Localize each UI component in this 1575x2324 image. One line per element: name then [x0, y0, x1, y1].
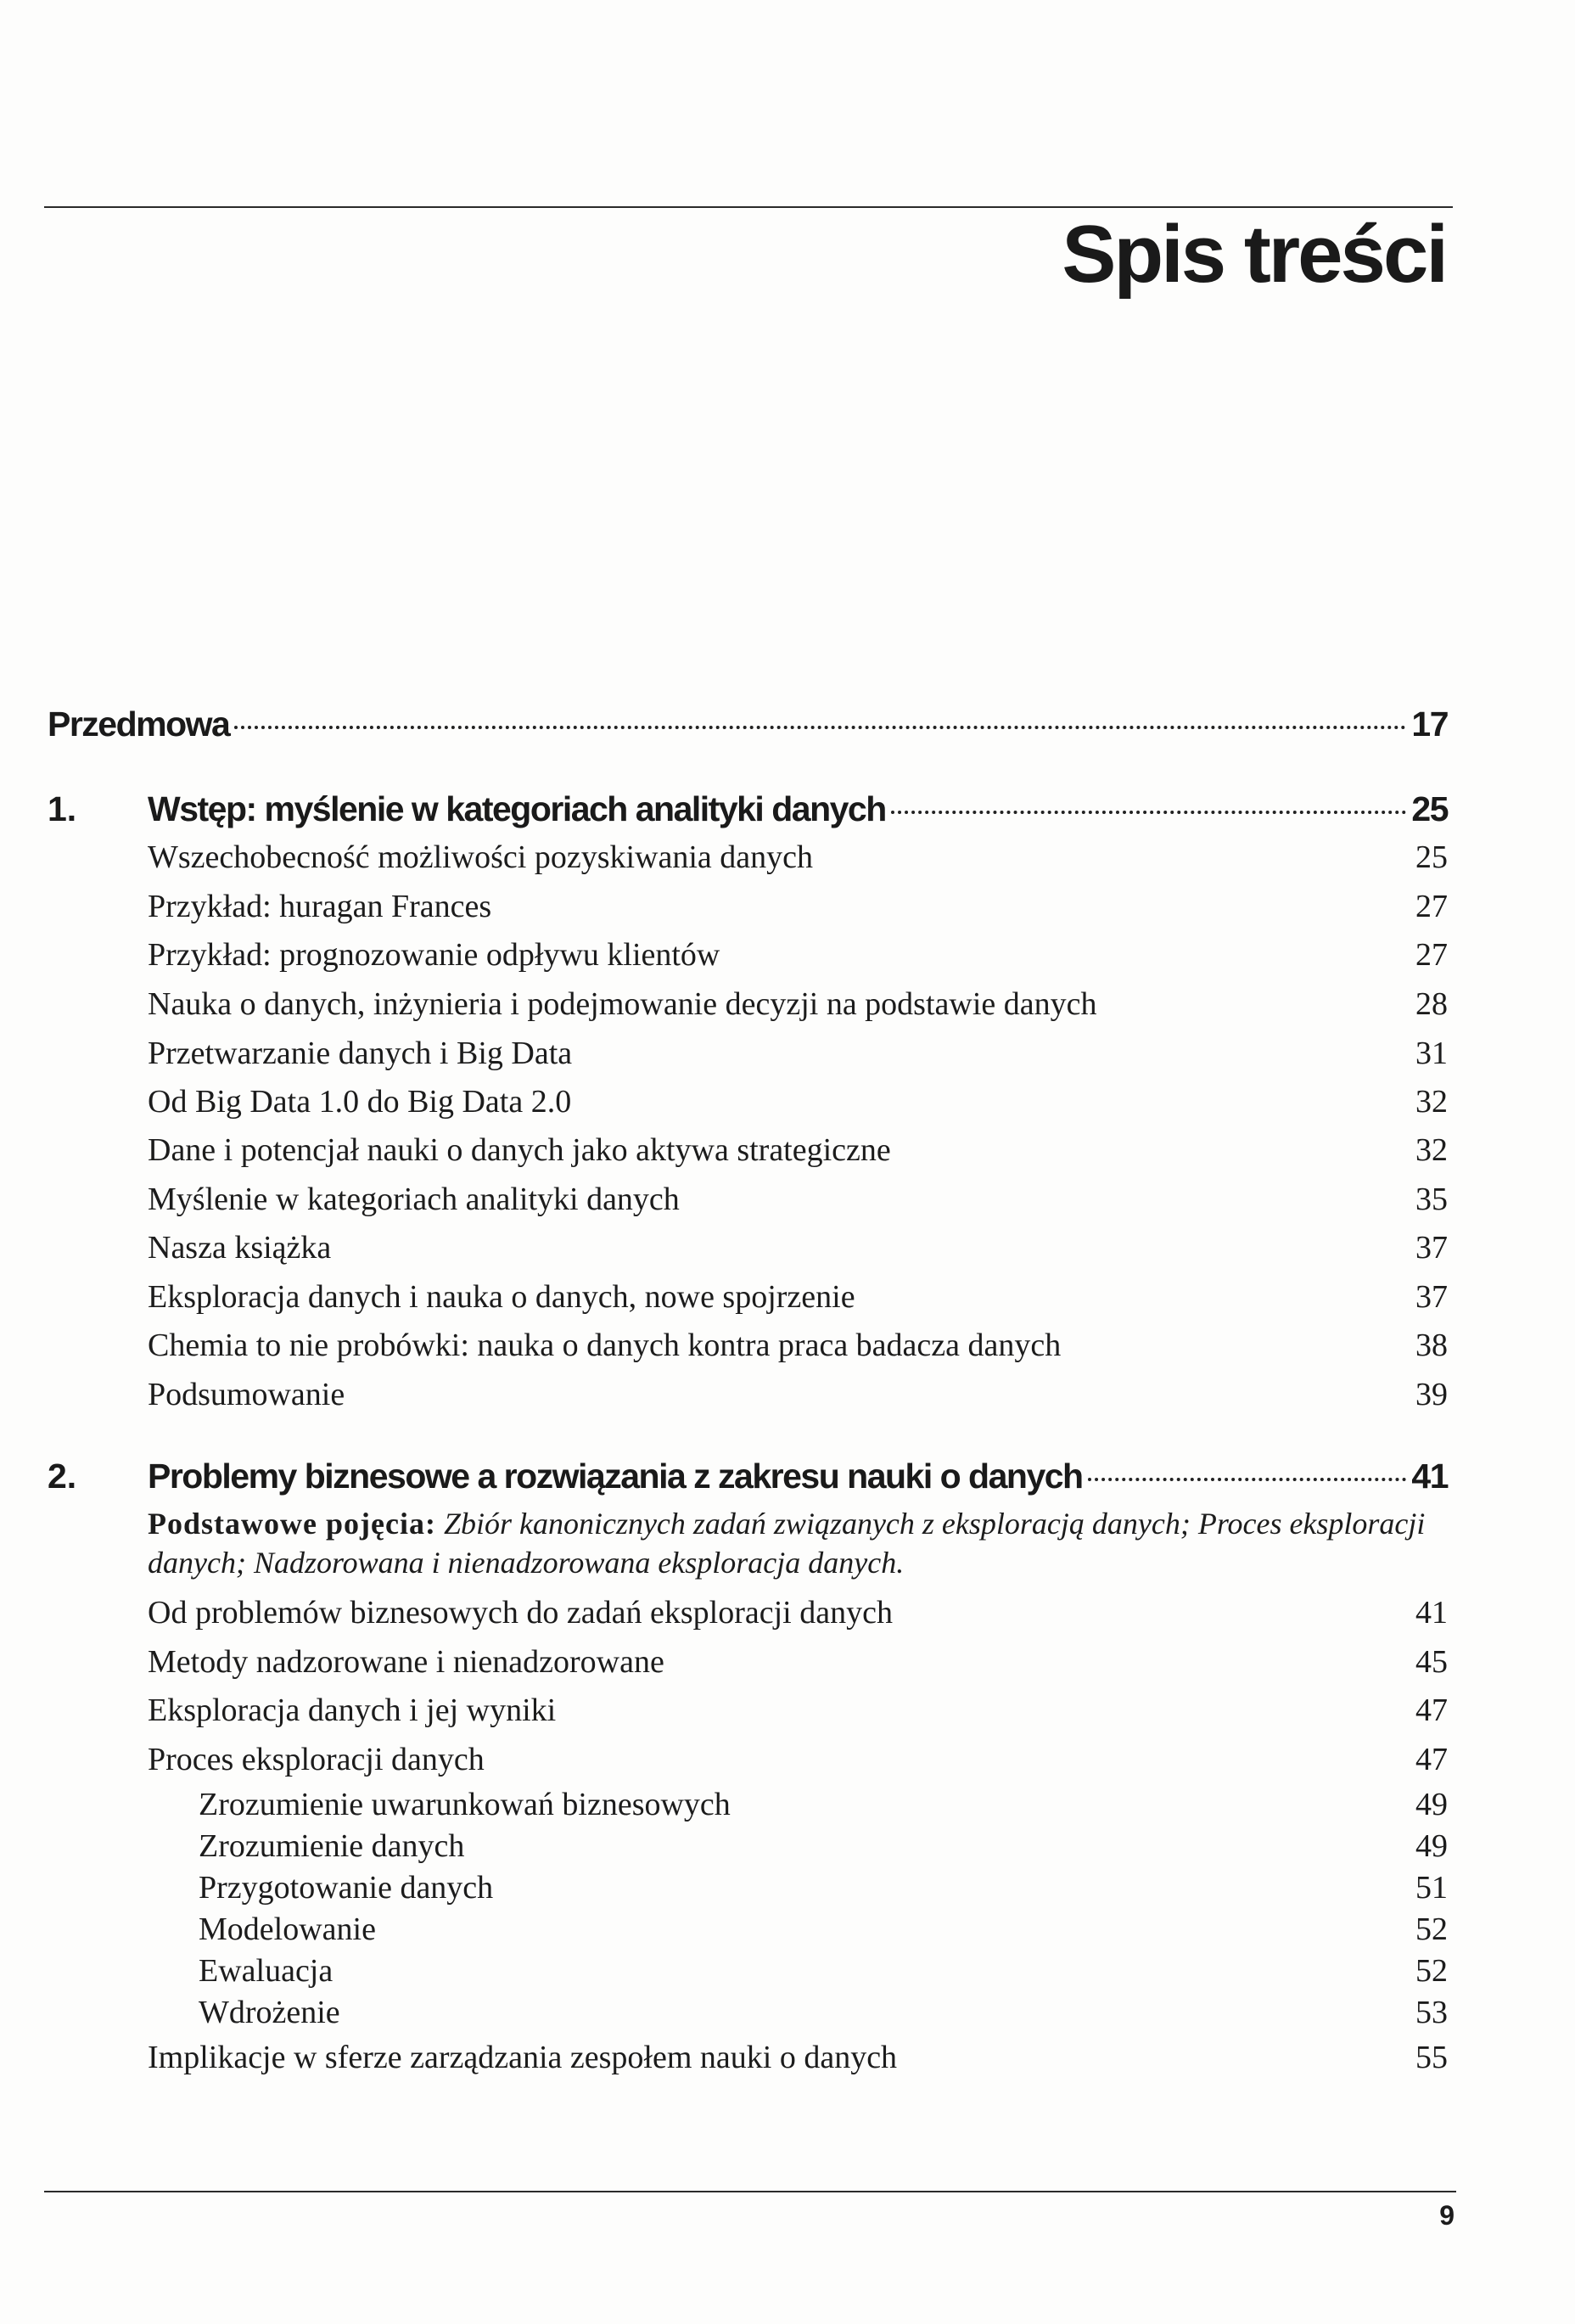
entry-label: Przygotowanie danych — [199, 1870, 494, 1906]
entry-label: Modelowanie — [199, 1911, 376, 1947]
toc-entry[interactable] — [148, 1376, 1448, 1413]
entry-label: Od problemów biznesowych do zadań eksploracji danych — [148, 1595, 893, 1631]
key-concepts-label: Podstawowe pojęcia: — [148, 1507, 436, 1541]
toc-subentry[interactable] — [199, 1869, 1448, 1906]
key-concepts — [148, 1504, 1438, 1582]
bottom-rule — [44, 2191, 1456, 2192]
chapter-2-number: 2. — [48, 1457, 77, 1496]
entry-page: 39 — [1415, 1377, 1448, 1412]
entry-page: 49 — [1415, 1787, 1448, 1822]
toc-entry[interactable] — [148, 1643, 1448, 1681]
entry-page: 47 — [1415, 1742, 1448, 1777]
toc-entry[interactable] — [148, 839, 1448, 876]
toc-subentry[interactable] — [199, 1827, 1448, 1865]
entry-page: 55 — [1415, 2040, 1448, 2075]
page-title: Spis treści — [1062, 209, 1446, 300]
entry-label: Przetwarzanie danych i Big Data — [148, 1036, 573, 1071]
toc-entry[interactable] — [148, 1741, 1448, 1778]
entry-page: 27 — [1415, 889, 1448, 924]
toc-entry[interactable] — [148, 2039, 1448, 2076]
entry-page: 35 — [1415, 1182, 1448, 1217]
toc-entry[interactable] — [148, 1181, 1448, 1218]
entry-page: 45 — [1415, 1644, 1448, 1680]
dot-leader — [234, 726, 1406, 729]
toc-subentry[interactable] — [199, 1786, 1448, 1823]
entry-page: 28 — [1415, 986, 1448, 1022]
entry-label: Myślenie w kategoriach analityki danych — [148, 1182, 680, 1217]
chapter-1-number: 1. — [48, 789, 77, 828]
entry-label: Chemia to nie probówki: nauka o danych kontra praca badacza danych — [148, 1328, 1062, 1363]
preface-page: 17 — [1411, 704, 1448, 744]
entry-page: 47 — [1415, 1692, 1448, 1728]
entry-page: 32 — [1415, 1132, 1448, 1168]
toc-entry[interactable] — [148, 1083, 1448, 1120]
entry-label: Metody nadzorowane i nienadzorowane — [148, 1644, 664, 1680]
entry-label: Zrozumienie uwarunkowań biznesowych — [199, 1787, 731, 1822]
toc-entry[interactable] — [148, 1035, 1448, 1072]
toc-chapter-1[interactable] — [148, 789, 1448, 829]
entry-page: 51 — [1415, 1870, 1448, 1906]
entry-page: 31 — [1415, 1036, 1448, 1071]
toc-entry[interactable] — [148, 936, 1448, 974]
toc-subentry[interactable] — [199, 1994, 1448, 2031]
entry-label: Przykład: prognozowanie odpływu klientów — [148, 937, 720, 973]
entry-label: Ewaluacja — [199, 1953, 333, 1989]
entry-page: 27 — [1415, 937, 1448, 973]
key-concepts-text: Zbiór kanonicznych zadań związanych z eksploracją danych; Proces eksploracji danych; Nadzorowana i nienadzorowana eksploracja danych. — [148, 1507, 1426, 1580]
entry-label: Zrozumienie danych — [199, 1828, 465, 1864]
entry-page: 38 — [1415, 1328, 1448, 1363]
entry-label: Eksploracja danych i nauka o danych, nowe spojrzenie — [148, 1279, 855, 1315]
entry-label: Podsumowanie — [148, 1377, 345, 1412]
entry-label: Dane i potencjał nauki o danych jako aktywa strategiczne — [148, 1132, 891, 1168]
entry-page: 25 — [1415, 839, 1448, 875]
entry-page: 41 — [1415, 1595, 1448, 1631]
dot-leader — [1088, 1478, 1407, 1481]
entry-label: Przykład: huragan Frances — [148, 889, 492, 924]
toc-entry[interactable] — [148, 1278, 1448, 1316]
chapter-2-title: Problemy biznesowe a rozwiązania z zakresu nauki o danych — [148, 1457, 1083, 1496]
entry-label: Implikacje w sferze zarządzania zespołem nauki o danych — [148, 2040, 898, 2075]
entry-label: Eksploracja danych i jej wyniki — [148, 1692, 557, 1728]
toc-entry[interactable] — [148, 1327, 1448, 1364]
entry-label: Proces eksploracji danych — [148, 1742, 485, 1777]
chapter-1-page: 25 — [1411, 789, 1448, 828]
entry-label: Wszechobecność możliwości pozyskiwania danych — [148, 839, 814, 875]
entry-page: 32 — [1415, 1084, 1448, 1120]
toc-entry[interactable] — [148, 1229, 1448, 1266]
preface-label: Przedmowa — [48, 704, 230, 744]
page-number: 9 — [1439, 2200, 1454, 2231]
toc-entry-preface[interactable] — [48, 704, 1448, 744]
entry-page: 49 — [1415, 1828, 1448, 1864]
toc-subentry[interactable] — [199, 1952, 1448, 1990]
dot-leader — [891, 811, 1407, 814]
entry-label: Nauka o danych, inżynieria i podejmowanie decyzji na podstawie danych — [148, 986, 1097, 1022]
entry-page: 53 — [1415, 1995, 1448, 2030]
toc-entry[interactable] — [148, 888, 1448, 925]
toc-entry[interactable] — [148, 1692, 1448, 1729]
toc-subentry[interactable] — [199, 1911, 1448, 1948]
toc-chapter-2[interactable] — [148, 1457, 1448, 1496]
entry-page: 37 — [1415, 1230, 1448, 1266]
toc-entry[interactable] — [148, 1131, 1448, 1169]
entry-page: 52 — [1415, 1953, 1448, 1989]
chapter-2-page: 41 — [1411, 1457, 1448, 1496]
entry-page: 37 — [1415, 1279, 1448, 1315]
toc-entry[interactable] — [148, 1594, 1448, 1631]
toc-entry[interactable] — [148, 985, 1448, 1023]
entry-page: 52 — [1415, 1911, 1448, 1947]
entry-label: Wdrożenie — [199, 1995, 340, 2030]
entry-label: Nasza książka — [148, 1230, 332, 1266]
chapter-1-title: Wstęp: myślenie w kategoriach analityki danych — [148, 789, 886, 828]
entry-label: Od Big Data 1.0 do Big Data 2.0 — [148, 1084, 572, 1120]
